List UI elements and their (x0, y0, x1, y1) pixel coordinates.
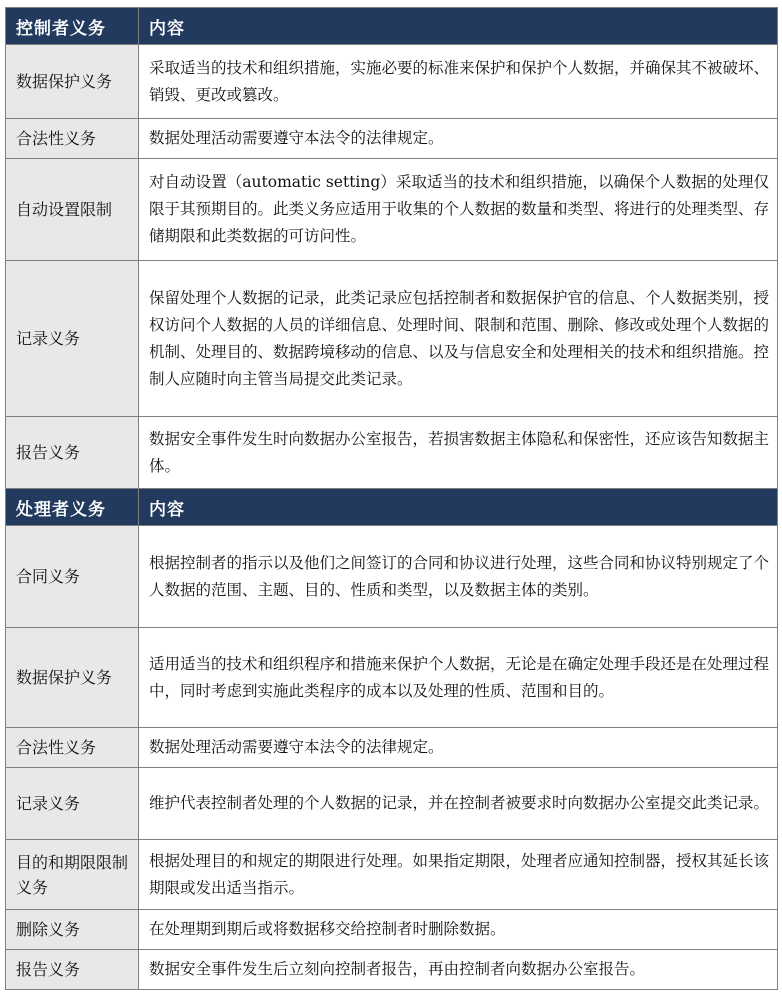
row-label: 自动设置限制 (6, 159, 139, 261)
row-label: 删除义务 (6, 910, 139, 950)
table-row (6, 159, 778, 261)
row-label: 合同义务 (6, 526, 139, 628)
obligations-table (5, 7, 778, 990)
row-label: 数据保护义务 (6, 628, 139, 728)
controller-header-obligation: 控制者义务 (6, 8, 139, 45)
row-content: 在处理期到期后或将数据移交给控制者时删除数据。 (139, 910, 778, 950)
table-row (6, 840, 778, 910)
table-row (6, 261, 778, 417)
controller-header-content: 内容 (139, 8, 778, 45)
obligations-table-sheet (5, 7, 777, 990)
row-content: 采取适当的技术和组织措施，实施必要的标准来保护和保护个人数据，并确保其不被破坏、销毁、更改或篡改。 (139, 45, 778, 119)
table-row (6, 119, 778, 159)
row-content: 适用适当的技术和组织程序和措施来保护个人数据，无论是在确定处理手段还是在处理过程中，同时考虑到实施此类程序的成本以及处理的性质、范围和目的。 (139, 628, 778, 728)
row-label: 合法性义务 (6, 119, 139, 159)
table-row (6, 910, 778, 950)
row-label: 目的和期限限制义务 (6, 840, 139, 910)
table-row (6, 628, 778, 728)
processor-header-row (6, 489, 778, 526)
table-row (6, 45, 778, 119)
row-label: 记录义务 (6, 261, 139, 417)
table-row (6, 526, 778, 628)
row-content: 根据控制者的指示以及他们之间签订的合同和协议进行处理，这些合同和协议特别规定了个人数据的范围、主题、目的、性质和类型，以及数据主体的类别。 (139, 526, 778, 628)
row-label: 记录义务 (6, 768, 139, 840)
row-label: 报告义务 (6, 417, 139, 489)
row-content: 根据处理目的和规定的期限进行处理。如果指定期限，处理者应通知控制器，授权其延长该期限或发出适当指示。 (139, 840, 778, 910)
row-label: 合法性义务 (6, 728, 139, 768)
row-content: 维护代表控制者处理的个人数据的记录，并在控制者被要求时向数据办公室提交此类记录。 (139, 768, 778, 840)
row-content: 数据安全事件发生时向数据办公室报告，若损害数据主体隐私和保密性，还应该告知数据主体。 (139, 417, 778, 489)
row-content: 数据处理活动需要遵守本法令的法律规定。 (139, 728, 778, 768)
row-label: 数据保护义务 (6, 45, 139, 119)
row-content: 对自动设置（automatic setting）采取适当的技术和组织措施，以确保个人数据的处理仅限于其预期目的。此类义务应适用于收集的个人数据的数量和类型、将进行的处理类型、存储期限和此类数据的可访问性。 (139, 159, 778, 261)
row-content: 数据安全事件发生后立刻向控制者报告，再由控制者向数据办公室报告。 (139, 950, 778, 990)
row-label: 报告义务 (6, 950, 139, 990)
processor-header-content: 内容 (139, 489, 778, 526)
controller-header-row (6, 8, 778, 45)
processor-header-obligation: 处理者义务 (6, 489, 139, 526)
table-row (6, 728, 778, 768)
table-row (6, 768, 778, 840)
row-content: 数据处理活动需要遵守本法令的法律规定。 (139, 119, 778, 159)
row-content: 保留处理个人数据的记录，此类记录应包括控制者和数据保护官的信息、个人数据类别，授权访问个人数据的人员的详细信息、处理时间、限制和范围、删除、修改或处理个人数据的机制、处理目的、数据跨境移动的信息、以及与信息安全和处理相关的技术和组织措施。控制人应随时向主管当局提交此类记录。 (139, 261, 778, 417)
table-row (6, 417, 778, 489)
table-row (6, 950, 778, 990)
